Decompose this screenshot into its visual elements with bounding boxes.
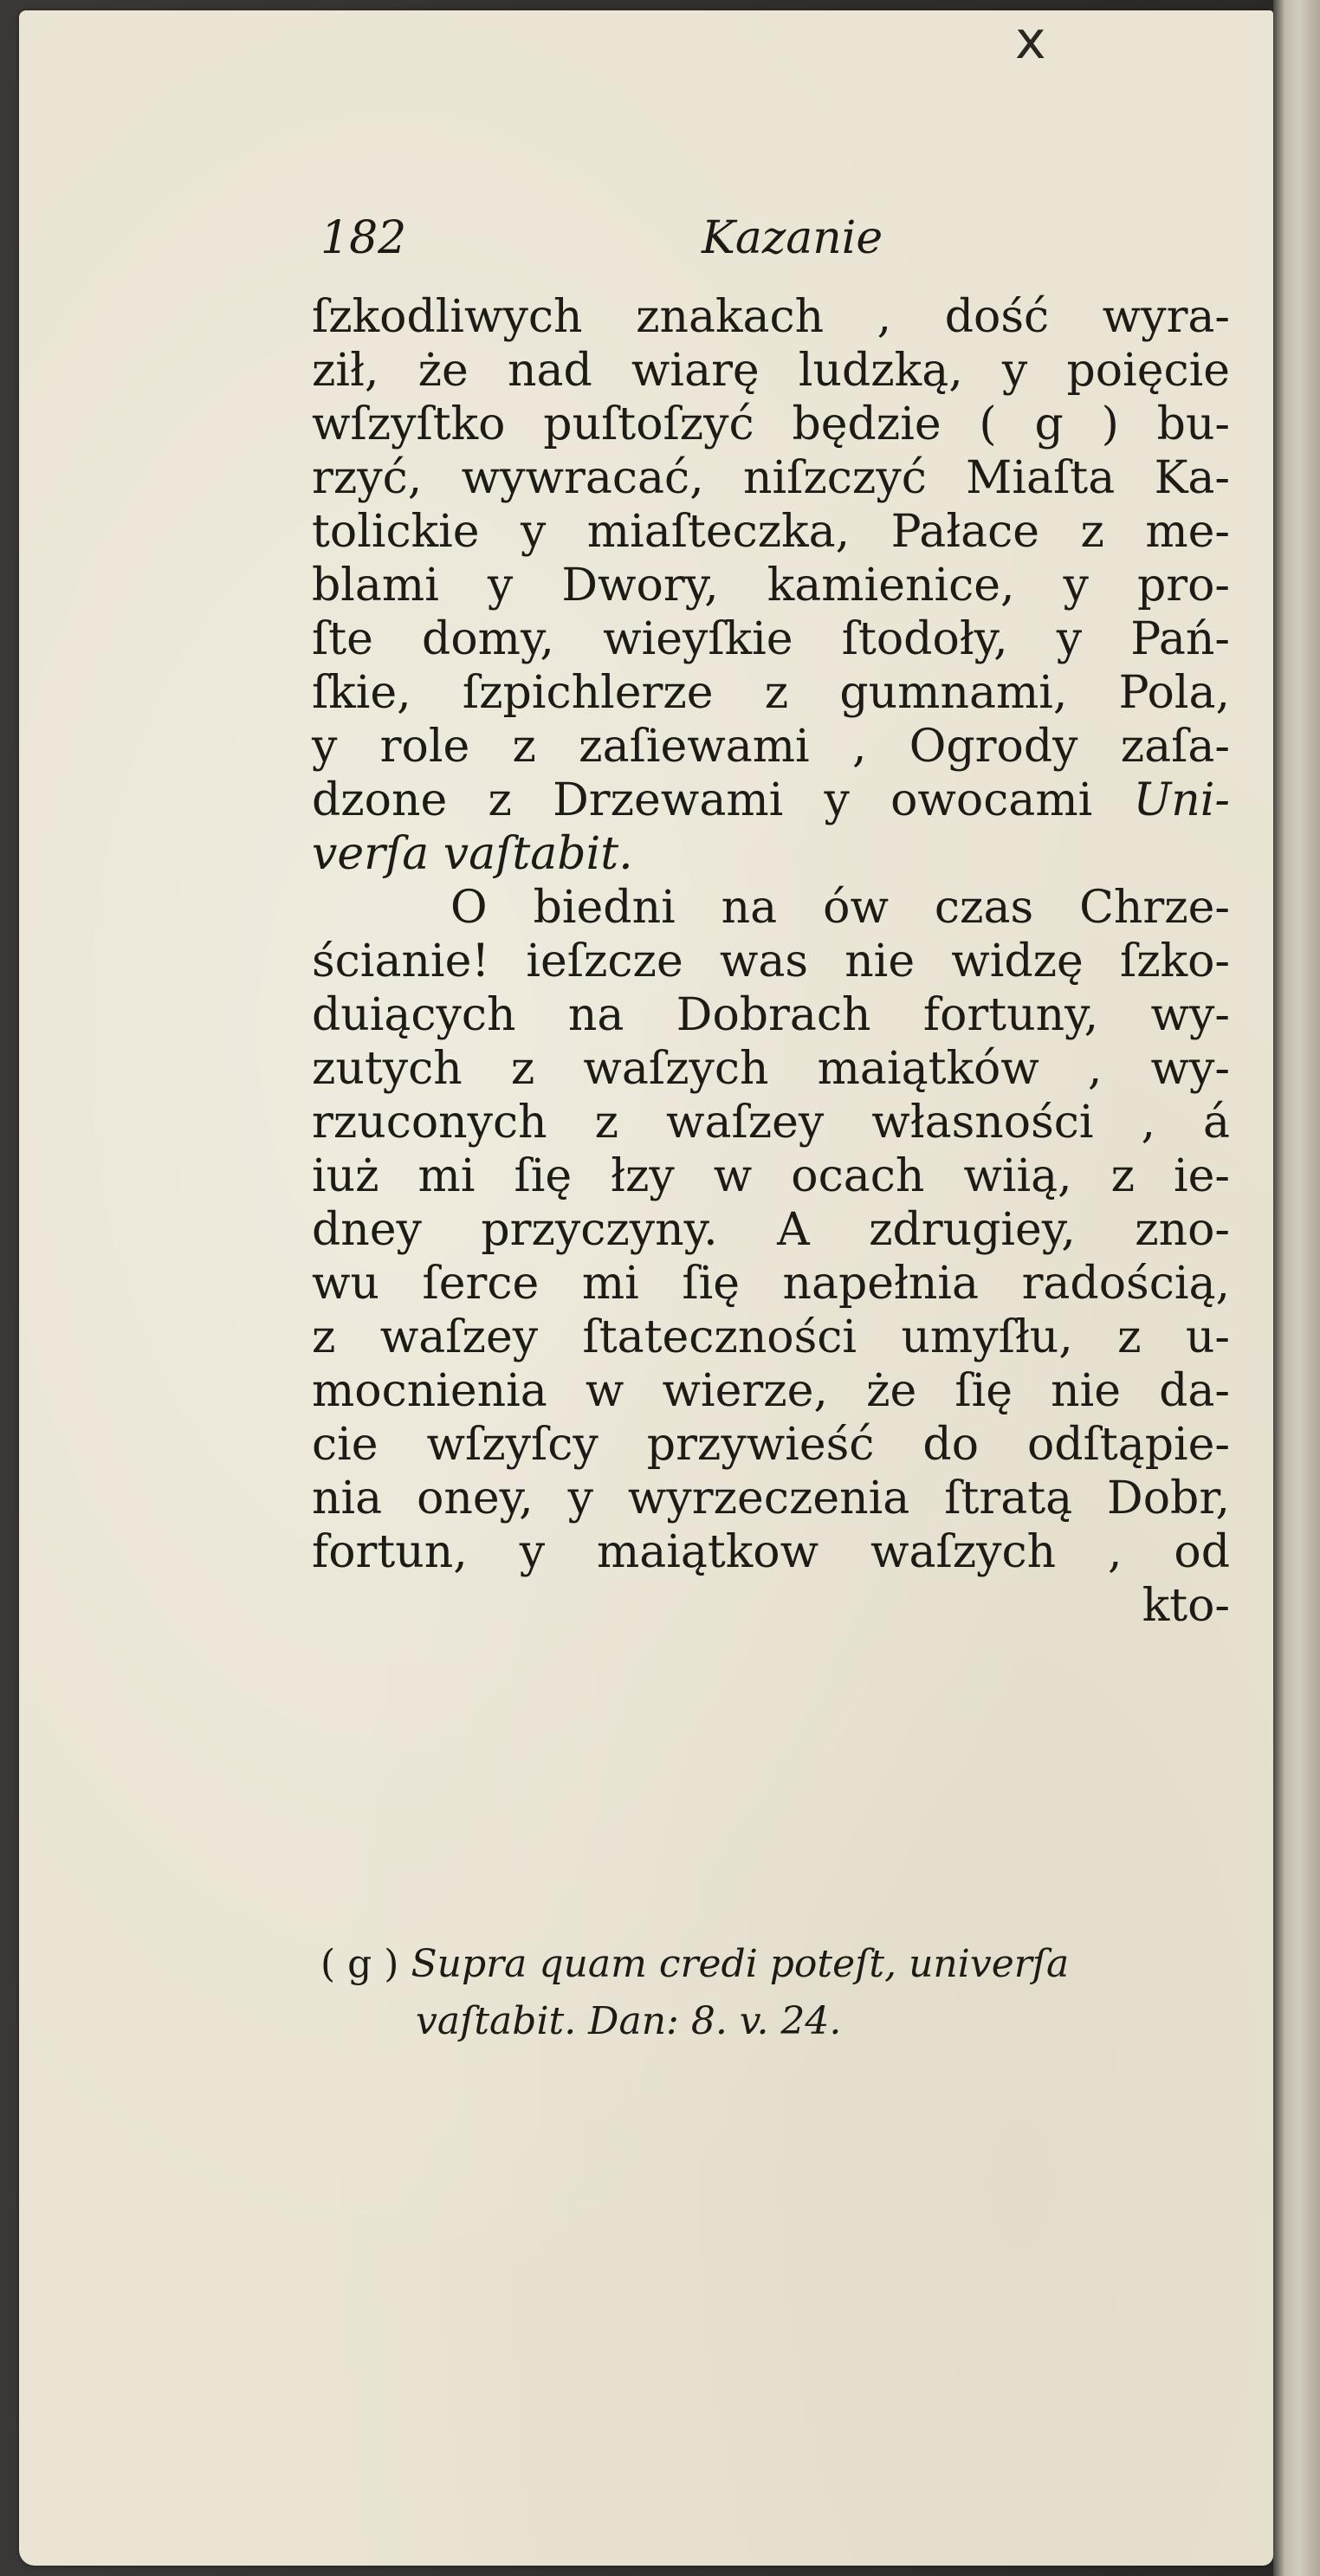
- text-line: rzuconych z waſzey własności , á: [312, 1097, 1230, 1149]
- text-line-with-italic: [312, 773, 1230, 827]
- text-segment: dzone z Drzewami y owocami: [312, 774, 1093, 826]
- footnote: [320, 1936, 1239, 2050]
- book-gutter: [1273, 0, 1320, 2576]
- text-line: wſzyſtko puſtoſzyć będzie ( g ) bu-: [312, 398, 1230, 450]
- text-line: ſzkodliwych znakach , dość wyra-: [312, 291, 1230, 343]
- text-line: cie wſzyſcy przywieść do odſtąpie-: [312, 1419, 1230, 1471]
- footnote-text-line1: Supra quam credi poteſt, univerſa: [411, 1942, 1070, 1986]
- text-line: tolickie y miaſteczka, Pałace z me-: [312, 506, 1230, 558]
- corner-mark: x: [1015, 10, 1046, 71]
- text-line: mocnienia w wierze, że ſię nie da-: [312, 1365, 1230, 1417]
- page-number: 182: [320, 212, 407, 264]
- text-line: nia oney, y wyrzeczenia ſtratą Dobr,: [312, 1472, 1230, 1524]
- italic-segment: Uni-: [1133, 774, 1230, 826]
- text-line: iuż mi ſię łzy w ocach wiią, z ie-: [312, 1150, 1230, 1202]
- text-line: rzyć, wywracać, niſzczyć Miaſta Ka-: [312, 452, 1230, 504]
- text-line: ścianie! ieſzcze was nie widzę ſzko-: [312, 935, 1230, 987]
- header-title: Kazanie: [702, 212, 883, 264]
- text-line: fortun, y maiątkow waſzych , od: [312, 1526, 1230, 1578]
- text-line: dney przyczyny. A zdrugiey, zno-: [312, 1204, 1230, 1256]
- text-line: duiących na Dobrach fortuny, wy-: [312, 989, 1230, 1041]
- text-line: y role z zaſiewami , Ogrody zaſa-: [312, 721, 1230, 773]
- text-line: z waſzey ſtateczności umyſłu, z u-: [312, 1311, 1230, 1363]
- text-line: blami y Dwory, kamienice, y pro-: [312, 560, 1230, 612]
- body-text: [312, 290, 1230, 1633]
- footnote-text-line2: vaſtabit. Dan: 8. v. 24.: [416, 1999, 842, 2043]
- text-line: ził, że nad wiarę ludzką, y poięcie: [312, 345, 1230, 397]
- catchword: kto-: [1142, 1580, 1230, 1632]
- running-head: [320, 212, 1239, 282]
- text-line-paragraph-start: O biedni na ów czas Chrze-: [450, 882, 1230, 934]
- text-line: ſte domy, wieyſkie ſtodoły, y Pań-: [312, 613, 1230, 665]
- text-line: zutych z waſzych maiątków , wy-: [312, 1043, 1230, 1095]
- text-line-italic: verſa vaſtabit.: [312, 828, 633, 880]
- text-line: ſkie, ſzpichlerze z gumnami, Pola,: [312, 667, 1230, 719]
- text-line: wu ſerce mi ſię napełnia radością,: [312, 1258, 1230, 1310]
- footnote-marker: ( g ): [320, 1942, 399, 1986]
